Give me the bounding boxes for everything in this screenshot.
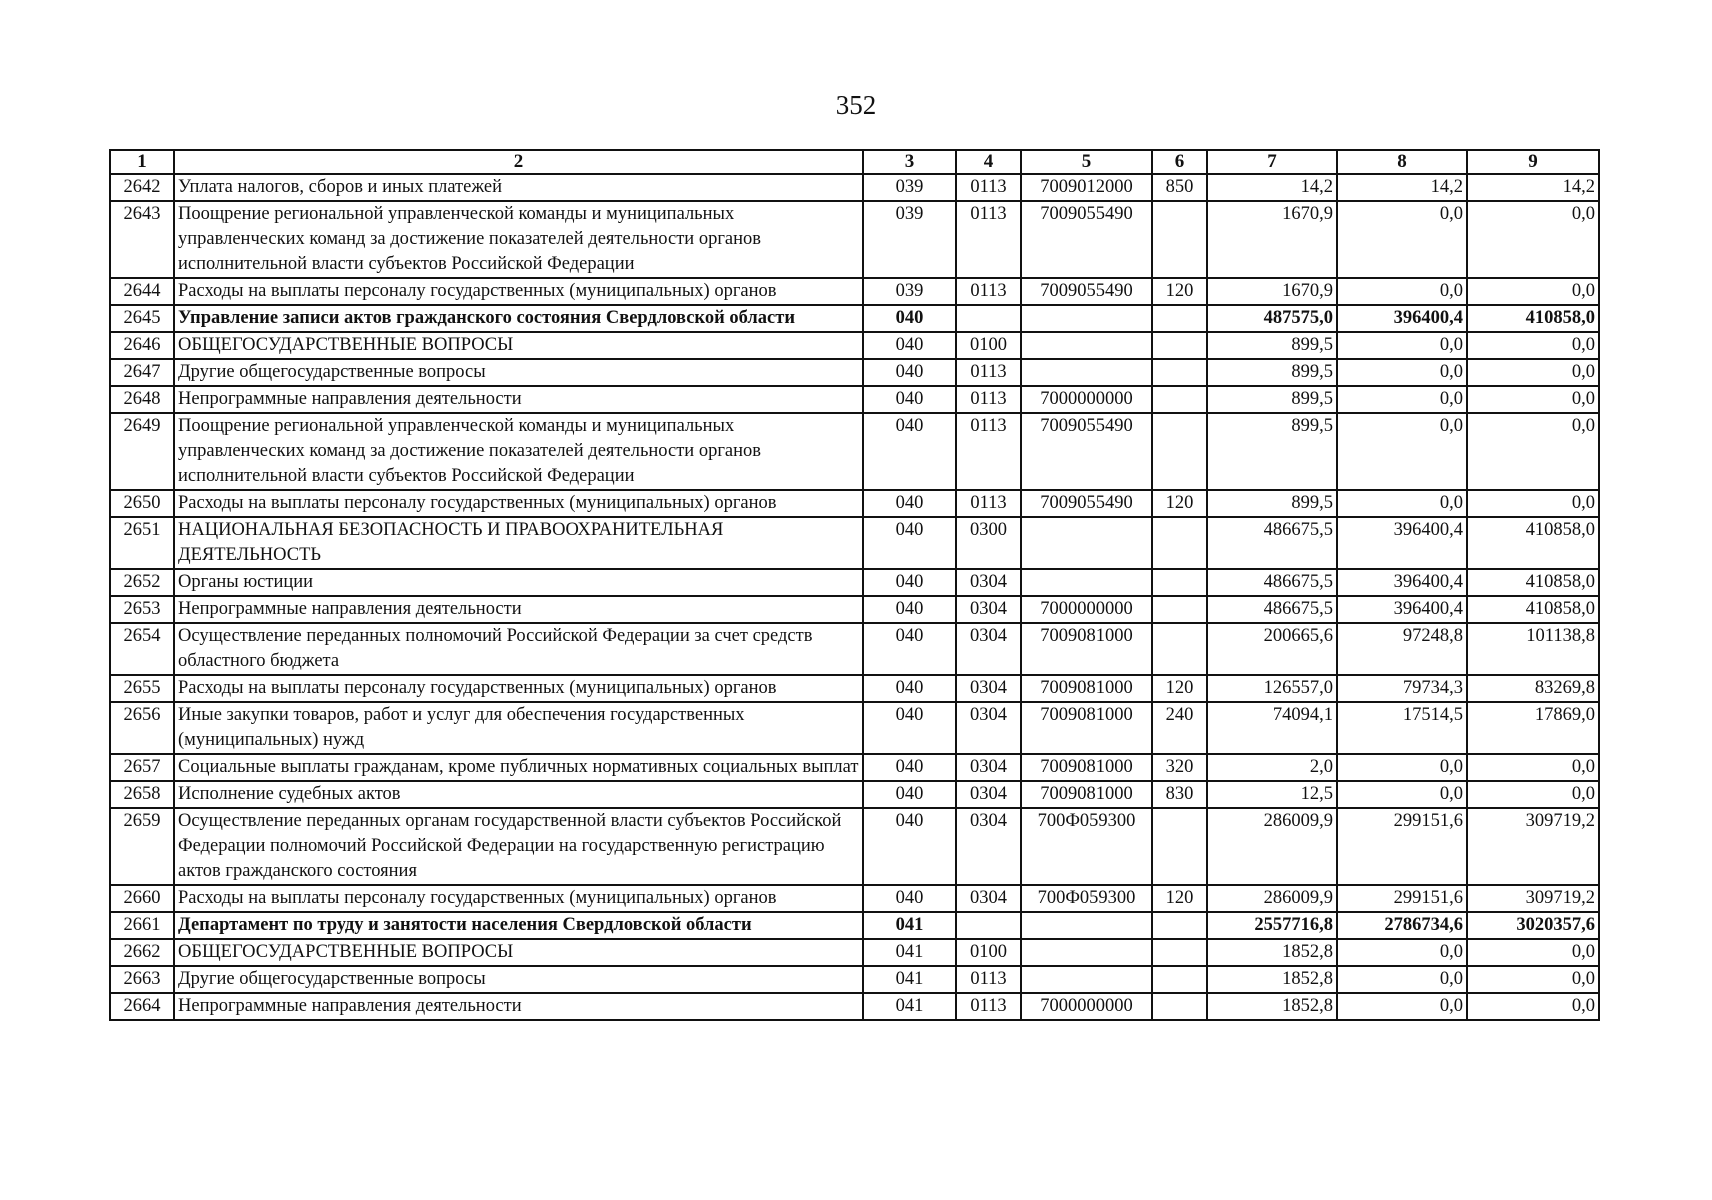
row-number-cell: 2642 xyxy=(110,174,174,201)
ministry-code-cell: 040 xyxy=(863,386,956,413)
ministry-code-cell: 040 xyxy=(863,623,956,675)
section-code-cell: 0113 xyxy=(956,386,1021,413)
target-article-cell: 7000000000 xyxy=(1021,596,1152,623)
amount-col7-cell: 486675,5 xyxy=(1207,517,1337,569)
target-article-cell xyxy=(1021,912,1152,939)
row-name-cell: Осуществление переданных полномочий Российской Федерации за счет средств областного бюджета xyxy=(174,623,863,675)
row-number-cell: 2652 xyxy=(110,569,174,596)
section-code-cell: 0304 xyxy=(956,754,1021,781)
amount-col9-cell: 410858,0 xyxy=(1467,596,1599,623)
table-row xyxy=(110,675,1599,702)
target-article-cell: 700Ф059300 xyxy=(1021,885,1152,912)
target-article-cell xyxy=(1021,939,1152,966)
table-row xyxy=(110,359,1599,386)
ministry-code-cell: 040 xyxy=(863,569,956,596)
amount-col7-cell: 1670,9 xyxy=(1207,201,1337,278)
column-header: 9 xyxy=(1467,150,1599,174)
table-row xyxy=(110,201,1599,278)
expense-type-cell xyxy=(1152,993,1207,1020)
section-code-cell: 0113 xyxy=(956,201,1021,278)
section-code-cell: 0113 xyxy=(956,966,1021,993)
amount-col8-cell: 97248,8 xyxy=(1337,623,1467,675)
row-number-cell: 2658 xyxy=(110,781,174,808)
amount-col7-cell: 2557716,8 xyxy=(1207,912,1337,939)
ministry-code-cell: 040 xyxy=(863,808,956,885)
table-row xyxy=(110,754,1599,781)
table-row xyxy=(110,993,1599,1020)
row-name-cell: Другие общегосударственные вопросы xyxy=(174,359,863,386)
amount-col9-cell: 0,0 xyxy=(1467,413,1599,490)
ministry-code-cell: 040 xyxy=(863,702,956,754)
ministry-code-cell: 039 xyxy=(863,201,956,278)
section-code-cell: 0113 xyxy=(956,359,1021,386)
ministry-code-cell: 039 xyxy=(863,174,956,201)
amount-col8-cell: 0,0 xyxy=(1337,490,1467,517)
table-row xyxy=(110,517,1599,569)
target-article-cell xyxy=(1021,966,1152,993)
amount-col9-cell: 14,2 xyxy=(1467,174,1599,201)
table-row xyxy=(110,174,1599,201)
expense-type-cell: 120 xyxy=(1152,675,1207,702)
target-article-cell xyxy=(1021,305,1152,332)
amount-col8-cell: 0,0 xyxy=(1337,781,1467,808)
table-row xyxy=(110,781,1599,808)
section-code-cell: 0113 xyxy=(956,490,1021,517)
amount-col8-cell: 79734,3 xyxy=(1337,675,1467,702)
amount-col7-cell: 14,2 xyxy=(1207,174,1337,201)
ministry-code-cell: 040 xyxy=(863,675,956,702)
expense-type-cell xyxy=(1152,966,1207,993)
row-number-cell: 2643 xyxy=(110,201,174,278)
ministry-code-cell: 039 xyxy=(863,278,956,305)
expense-type-cell: 830 xyxy=(1152,781,1207,808)
amount-col7-cell: 486675,5 xyxy=(1207,596,1337,623)
row-name-cell: Непрограммные направления деятельности xyxy=(174,596,863,623)
row-number-cell: 2651 xyxy=(110,517,174,569)
column-header: 5 xyxy=(1021,150,1152,174)
column-header: 2 xyxy=(174,150,863,174)
ministry-code-cell: 040 xyxy=(863,754,956,781)
section-code-cell: 0304 xyxy=(956,781,1021,808)
section-code-cell: 0100 xyxy=(956,939,1021,966)
target-article-cell: 7009081000 xyxy=(1021,675,1152,702)
section-code-cell: 0113 xyxy=(956,993,1021,1020)
section-code-cell: 0304 xyxy=(956,675,1021,702)
target-article-cell: 7000000000 xyxy=(1021,993,1152,1020)
ministry-code-cell: 040 xyxy=(863,332,956,359)
row-name-cell: Уплата налогов, сборов и иных платежей xyxy=(174,174,863,201)
section-code-cell: 0304 xyxy=(956,885,1021,912)
table-row xyxy=(110,623,1599,675)
row-number-cell: 2645 xyxy=(110,305,174,332)
amount-col7-cell: 286009,9 xyxy=(1207,808,1337,885)
expense-type-cell: 120 xyxy=(1152,490,1207,517)
row-number-cell: 2662 xyxy=(110,939,174,966)
amount-col9-cell: 410858,0 xyxy=(1467,305,1599,332)
section-code-cell: 0304 xyxy=(956,808,1021,885)
amount-col9-cell: 3020357,6 xyxy=(1467,912,1599,939)
row-number-cell: 2664 xyxy=(110,993,174,1020)
section-code-cell: 0113 xyxy=(956,278,1021,305)
row-number-cell: 2657 xyxy=(110,754,174,781)
amount-col8-cell: 2786734,6 xyxy=(1337,912,1467,939)
table-row xyxy=(110,278,1599,305)
expense-type-cell xyxy=(1152,939,1207,966)
row-number-cell: 2653 xyxy=(110,596,174,623)
row-name-cell: Органы юстиции xyxy=(174,569,863,596)
amount-col9-cell: 309719,2 xyxy=(1467,808,1599,885)
amount-col9-cell: 410858,0 xyxy=(1467,517,1599,569)
amount-col9-cell: 0,0 xyxy=(1467,781,1599,808)
target-article-cell xyxy=(1021,332,1152,359)
row-name-cell: Непрограммные направления деятельности xyxy=(174,386,863,413)
row-number-cell: 2659 xyxy=(110,808,174,885)
ministry-code-cell: 040 xyxy=(863,490,956,517)
table-row xyxy=(110,912,1599,939)
table-row xyxy=(110,939,1599,966)
amount-col7-cell: 899,5 xyxy=(1207,386,1337,413)
target-article-cell: 7000000000 xyxy=(1021,386,1152,413)
expense-type-cell: 320 xyxy=(1152,754,1207,781)
column-header: 8 xyxy=(1337,150,1467,174)
target-article-cell xyxy=(1021,517,1152,569)
table-row xyxy=(110,386,1599,413)
row-number-cell: 2649 xyxy=(110,413,174,490)
expense-type-cell xyxy=(1152,332,1207,359)
amount-col9-cell: 83269,8 xyxy=(1467,675,1599,702)
ministry-code-cell: 040 xyxy=(863,413,956,490)
section-code-cell xyxy=(956,305,1021,332)
amount-col9-cell: 0,0 xyxy=(1467,490,1599,517)
row-name-cell: Расходы на выплаты персоналу государственных (муниципальных) органов xyxy=(174,675,863,702)
amount-col9-cell: 0,0 xyxy=(1467,754,1599,781)
expense-type-cell xyxy=(1152,517,1207,569)
column-header: 6 xyxy=(1152,150,1207,174)
target-article-cell xyxy=(1021,569,1152,596)
table-row xyxy=(110,413,1599,490)
table-body xyxy=(110,174,1599,1020)
expense-type-cell xyxy=(1152,359,1207,386)
amount-col7-cell: 1670,9 xyxy=(1207,278,1337,305)
budget-table xyxy=(109,149,1600,1021)
row-name-cell: Непрограммные направления деятельности xyxy=(174,993,863,1020)
row-name-cell: Расходы на выплаты персоналу государственных (муниципальных) органов xyxy=(174,885,863,912)
row-name-cell: Социальные выплаты гражданам, кроме публичных нормативных социальных выплат xyxy=(174,754,863,781)
expense-type-cell xyxy=(1152,596,1207,623)
amount-col7-cell: 486675,5 xyxy=(1207,569,1337,596)
section-code-cell: 0100 xyxy=(956,332,1021,359)
section-code-cell: 0304 xyxy=(956,596,1021,623)
amount-col7-cell: 286009,9 xyxy=(1207,885,1337,912)
ministry-code-cell: 040 xyxy=(863,885,956,912)
row-number-cell: 2647 xyxy=(110,359,174,386)
amount-col9-cell: 0,0 xyxy=(1467,993,1599,1020)
amount-col7-cell: 1852,8 xyxy=(1207,993,1337,1020)
column-header: 7 xyxy=(1207,150,1337,174)
amount-col9-cell: 0,0 xyxy=(1467,939,1599,966)
row-number-cell: 2646 xyxy=(110,332,174,359)
expense-type-cell: 120 xyxy=(1152,885,1207,912)
row-number-cell: 2650 xyxy=(110,490,174,517)
row-name-cell: ОБЩЕГОСУДАРСТВЕННЫЕ ВОПРОСЫ xyxy=(174,939,863,966)
amount-col7-cell: 1852,8 xyxy=(1207,939,1337,966)
table-row xyxy=(110,885,1599,912)
amount-col9-cell: 0,0 xyxy=(1467,359,1599,386)
table-row xyxy=(110,569,1599,596)
amount-col8-cell: 0,0 xyxy=(1337,386,1467,413)
target-article-cell: 7009055490 xyxy=(1021,201,1152,278)
expense-type-cell xyxy=(1152,386,1207,413)
amount-col8-cell: 396400,4 xyxy=(1337,596,1467,623)
row-number-cell: 2661 xyxy=(110,912,174,939)
expense-type-cell xyxy=(1152,201,1207,278)
expense-type-cell xyxy=(1152,912,1207,939)
row-number-cell: 2648 xyxy=(110,386,174,413)
expense-type-cell xyxy=(1152,569,1207,596)
row-number-cell: 2655 xyxy=(110,675,174,702)
expense-type-cell xyxy=(1152,413,1207,490)
target-article-cell: 7009081000 xyxy=(1021,781,1152,808)
amount-col8-cell: 299151,6 xyxy=(1337,885,1467,912)
section-code-cell: 0300 xyxy=(956,517,1021,569)
amount-col8-cell: 396400,4 xyxy=(1337,517,1467,569)
amount-col7-cell: 200665,6 xyxy=(1207,623,1337,675)
amount-col9-cell: 0,0 xyxy=(1467,966,1599,993)
amount-col9-cell: 410858,0 xyxy=(1467,569,1599,596)
target-article-cell: 7009081000 xyxy=(1021,702,1152,754)
expense-type-cell: 850 xyxy=(1152,174,1207,201)
ministry-code-cell: 041 xyxy=(863,939,956,966)
table-row xyxy=(110,966,1599,993)
amount-col9-cell: 0,0 xyxy=(1467,201,1599,278)
row-name-cell: Другие общегосударственные вопросы xyxy=(174,966,863,993)
row-name-cell: Управление записи актов гражданского состояния Свердловской области xyxy=(174,305,863,332)
row-number-cell: 2656 xyxy=(110,702,174,754)
amount-col7-cell: 899,5 xyxy=(1207,413,1337,490)
amount-col8-cell: 0,0 xyxy=(1337,201,1467,278)
row-number-cell: 2663 xyxy=(110,966,174,993)
target-article-cell: 7009012000 xyxy=(1021,174,1152,201)
amount-col7-cell: 2,0 xyxy=(1207,754,1337,781)
target-article-cell: 7009055490 xyxy=(1021,490,1152,517)
amount-col7-cell: 74094,1 xyxy=(1207,702,1337,754)
ministry-code-cell: 040 xyxy=(863,517,956,569)
amount-col9-cell: 309719,2 xyxy=(1467,885,1599,912)
expense-type-cell xyxy=(1152,623,1207,675)
amount-col7-cell: 1852,8 xyxy=(1207,966,1337,993)
amount-col7-cell: 899,5 xyxy=(1207,359,1337,386)
amount-col7-cell: 899,5 xyxy=(1207,490,1337,517)
ministry-code-cell: 040 xyxy=(863,781,956,808)
amount-col8-cell: 0,0 xyxy=(1337,939,1467,966)
amount-col9-cell: 101138,8 xyxy=(1467,623,1599,675)
row-name-cell: ОБЩЕГОСУДАРСТВЕННЫЕ ВОПРОСЫ xyxy=(174,332,863,359)
amount-col8-cell: 0,0 xyxy=(1337,278,1467,305)
ministry-code-cell: 041 xyxy=(863,966,956,993)
row-name-cell: Расходы на выплаты персоналу государственных (муниципальных) органов xyxy=(174,278,863,305)
ministry-code-cell: 041 xyxy=(863,993,956,1020)
row-number-cell: 2654 xyxy=(110,623,174,675)
amount-col7-cell: 126557,0 xyxy=(1207,675,1337,702)
amount-col9-cell: 0,0 xyxy=(1467,386,1599,413)
amount-col8-cell: 0,0 xyxy=(1337,359,1467,386)
section-code-cell xyxy=(956,912,1021,939)
amount-col8-cell: 0,0 xyxy=(1337,754,1467,781)
ministry-code-cell: 040 xyxy=(863,305,956,332)
table-row xyxy=(110,702,1599,754)
amount-col8-cell: 17514,5 xyxy=(1337,702,1467,754)
expense-type-cell xyxy=(1152,305,1207,332)
expense-type-cell: 120 xyxy=(1152,278,1207,305)
row-number-cell: 2660 xyxy=(110,885,174,912)
table-row xyxy=(110,596,1599,623)
target-article-cell: 7009081000 xyxy=(1021,754,1152,781)
amount-col7-cell: 12,5 xyxy=(1207,781,1337,808)
section-code-cell: 0113 xyxy=(956,174,1021,201)
target-article-cell: 7009081000 xyxy=(1021,623,1152,675)
row-name-cell: Поощрение региональной управленческой команды и муниципальных управленческих команд за достижение показателей деятельности органов исполнительной власти субъектов Российской Федерации xyxy=(174,413,863,490)
expense-type-cell xyxy=(1152,808,1207,885)
section-code-cell: 0113 xyxy=(956,413,1021,490)
row-name-cell: Осуществление переданных органам государственной власти субъектов Российской Федерации полномочий Российской Федерации на государственную регистрацию актов гражданского состояния xyxy=(174,808,863,885)
amount-col9-cell: 0,0 xyxy=(1467,332,1599,359)
target-article-cell: 7009055490 xyxy=(1021,278,1152,305)
amount-col8-cell: 299151,6 xyxy=(1337,808,1467,885)
amount-col8-cell: 0,0 xyxy=(1337,993,1467,1020)
row-name-cell: Расходы на выплаты персоналу государственных (муниципальных) органов xyxy=(174,490,863,517)
row-name-cell: Поощрение региональной управленческой команды и муниципальных управленческих команд за достижение показателей деятельности органов исполнительной власти субъектов Российской Федерации xyxy=(174,201,863,278)
table-row xyxy=(110,305,1599,332)
amount-col8-cell: 0,0 xyxy=(1337,413,1467,490)
section-code-cell: 0304 xyxy=(956,623,1021,675)
row-name-cell: НАЦИОНАЛЬНАЯ БЕЗОПАСНОСТЬ И ПРАВООХРАНИТЕЛЬНАЯ ДЕЯТЕЛЬНОСТЬ xyxy=(174,517,863,569)
column-header: 3 xyxy=(863,150,956,174)
amount-col8-cell: 0,0 xyxy=(1337,332,1467,359)
table-row xyxy=(110,490,1599,517)
amount-col8-cell: 0,0 xyxy=(1337,966,1467,993)
row-number-cell: 2644 xyxy=(110,278,174,305)
ministry-code-cell: 040 xyxy=(863,596,956,623)
amount-col7-cell: 487575,0 xyxy=(1207,305,1337,332)
expense-type-cell: 240 xyxy=(1152,702,1207,754)
ministry-code-cell: 040 xyxy=(863,359,956,386)
target-article-cell: 7009055490 xyxy=(1021,413,1152,490)
section-code-cell: 0304 xyxy=(956,702,1021,754)
target-article-cell xyxy=(1021,359,1152,386)
section-code-cell: 0304 xyxy=(956,569,1021,596)
page-number: 352 xyxy=(835,90,877,120)
column-header: 1 xyxy=(110,150,174,174)
table-header-row xyxy=(110,150,1599,174)
amount-col8-cell: 14,2 xyxy=(1337,174,1467,201)
amount-col8-cell: 396400,4 xyxy=(1337,305,1467,332)
amount-col9-cell: 17869,0 xyxy=(1467,702,1599,754)
ministry-code-cell: 041 xyxy=(863,912,956,939)
column-header: 4 xyxy=(956,150,1021,174)
table-row xyxy=(110,808,1599,885)
row-name-cell: Иные закупки товаров, работ и услуг для обеспечения государственных (муниципальных) нужд xyxy=(174,702,863,754)
amount-col9-cell: 0,0 xyxy=(1467,278,1599,305)
amount-col7-cell: 899,5 xyxy=(1207,332,1337,359)
amount-col8-cell: 396400,4 xyxy=(1337,569,1467,596)
target-article-cell: 700Ф059300 xyxy=(1021,808,1152,885)
row-name-cell: Департамент по труду и занятости населения Свердловской области xyxy=(174,912,863,939)
table-row xyxy=(110,332,1599,359)
row-name-cell: Исполнение судебных актов xyxy=(174,781,863,808)
